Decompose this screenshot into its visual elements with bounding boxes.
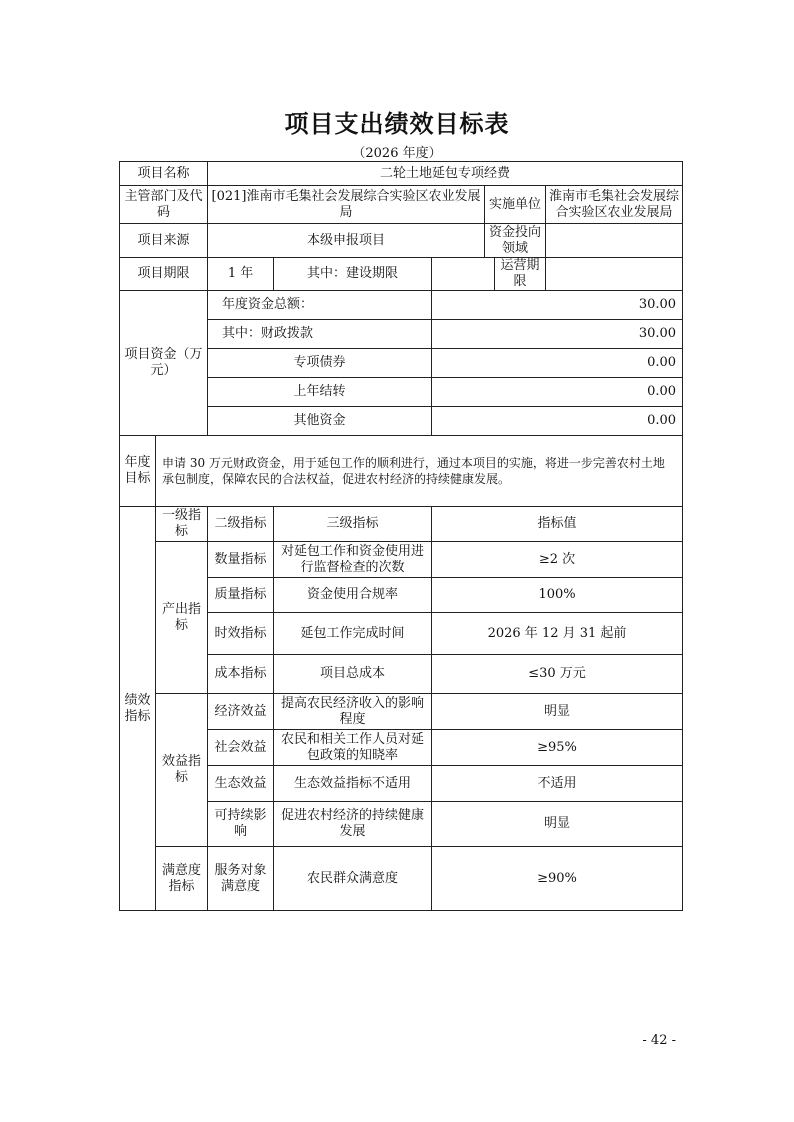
value-cell: 明显: [432, 694, 683, 730]
header-level2: 二级指标: [208, 507, 274, 542]
build-period-label: 其中：建设期限: [274, 258, 432, 291]
level2-cell: 时效指标: [208, 613, 274, 655]
impl-unit-value: 淮南市毛集社会发展综合实验区农业发展局: [546, 186, 683, 224]
dept-value: [021]淮南市毛集社会发展综合实验区农业发展局: [208, 186, 485, 224]
level1-benefit: 效益指标: [156, 694, 208, 847]
dept-label: 主管部门及代码: [120, 186, 208, 224]
funds-row-label: 专项债券: [208, 349, 432, 378]
funds-row-value: 0.00: [432, 349, 683, 378]
funds-label: 项目资金（万元）: [120, 291, 208, 436]
impl-unit-label: 实施单位: [485, 186, 546, 224]
level1-output: 产出指标: [156, 542, 208, 694]
level3-cell: 延包工作完成时间: [274, 613, 432, 655]
level2-cell: 社会效益: [208, 730, 274, 766]
level2-cell: 生态效益: [208, 766, 274, 802]
level2-cell: 服务对象满意度: [208, 847, 274, 911]
level3-cell: 对延包工作和资金使用进行监督检查的次数: [274, 542, 432, 578]
funds-row-value: 0.00: [432, 378, 683, 407]
level2-cell: 数量指标: [208, 542, 274, 578]
level3-cell: 促进农村经济的持续健康发展: [274, 802, 432, 847]
value-cell: 2026 年 12 月 31 起前: [432, 613, 683, 655]
op-period-value: [546, 258, 683, 291]
page-number: - 42 -: [642, 1033, 676, 1048]
value-cell: 100%: [432, 578, 683, 613]
funds-row-value: 0.00: [432, 407, 683, 436]
level3-cell: 生态效益指标不适用: [274, 766, 432, 802]
level3-cell: 提高农民经济收入的影响程度: [274, 694, 432, 730]
level3-cell: 农民和相关工作人员对延包政策的知晓率: [274, 730, 432, 766]
annual-goal-text: 申请 30 万元财政资金，用于延包工作的顺利进行，通过本项目的实施，将进一步完善农村土地承包制度，保障农民的合法权益，促进农村经济的持续健康发展。: [156, 436, 683, 507]
source-label: 项目来源: [120, 224, 208, 258]
domain-value: [546, 224, 683, 258]
level2-cell: 经济效益: [208, 694, 274, 730]
build-period-value: [432, 258, 495, 291]
level1-satisfaction: 满意度指标: [156, 847, 208, 911]
header-level1: 一级指标: [156, 507, 208, 542]
level3-cell: 农民群众满意度: [274, 847, 432, 911]
perf-indicators-label: 绩效指标: [120, 507, 156, 911]
value-cell: ≥90%: [432, 847, 683, 911]
value-cell: ≥2 次: [432, 542, 683, 578]
level3-cell: 资金使用合规率: [274, 578, 432, 613]
level3-cell: 项目总成本: [274, 655, 432, 694]
performance-target-table: [119, 161, 683, 911]
level2-cell: 可持续影响: [208, 802, 274, 847]
value-cell: 明显: [432, 802, 683, 847]
funds-row-label: 上年结转: [208, 378, 432, 407]
value-cell: ≥95%: [432, 730, 683, 766]
page-title: 项目支出绩效目标表: [284, 109, 510, 138]
value-cell: ≤30 万元: [432, 655, 683, 694]
project-name-label: 项目名称: [120, 162, 208, 186]
level2-cell: 质量指标: [208, 578, 274, 613]
funds-row-label: 其他资金: [208, 407, 432, 436]
source-value: 本级申报项目: [208, 224, 485, 258]
op-period-label: 运营期限: [495, 258, 546, 291]
funds-row-value: 30.00: [432, 320, 683, 349]
value-cell: 不适用: [432, 766, 683, 802]
header-value: 指标值: [432, 507, 683, 542]
year-label: （2026 年度）: [352, 146, 442, 161]
period-value: 1 年: [208, 258, 274, 291]
funds-row-label: 其中：财政拨款: [208, 320, 432, 349]
project-name-value: 二轮土地延包专项经费: [208, 162, 683, 186]
funds-row-value: 30.00: [432, 291, 683, 320]
level2-cell: 成本指标: [208, 655, 274, 694]
period-label: 项目期限: [120, 258, 208, 291]
annual-goal-label: 年度目标: [120, 436, 156, 507]
header-level3: 三级指标: [274, 507, 432, 542]
funds-row-label: 年度资金总额：: [208, 291, 432, 320]
domain-label: 资金投向领域: [485, 224, 546, 258]
